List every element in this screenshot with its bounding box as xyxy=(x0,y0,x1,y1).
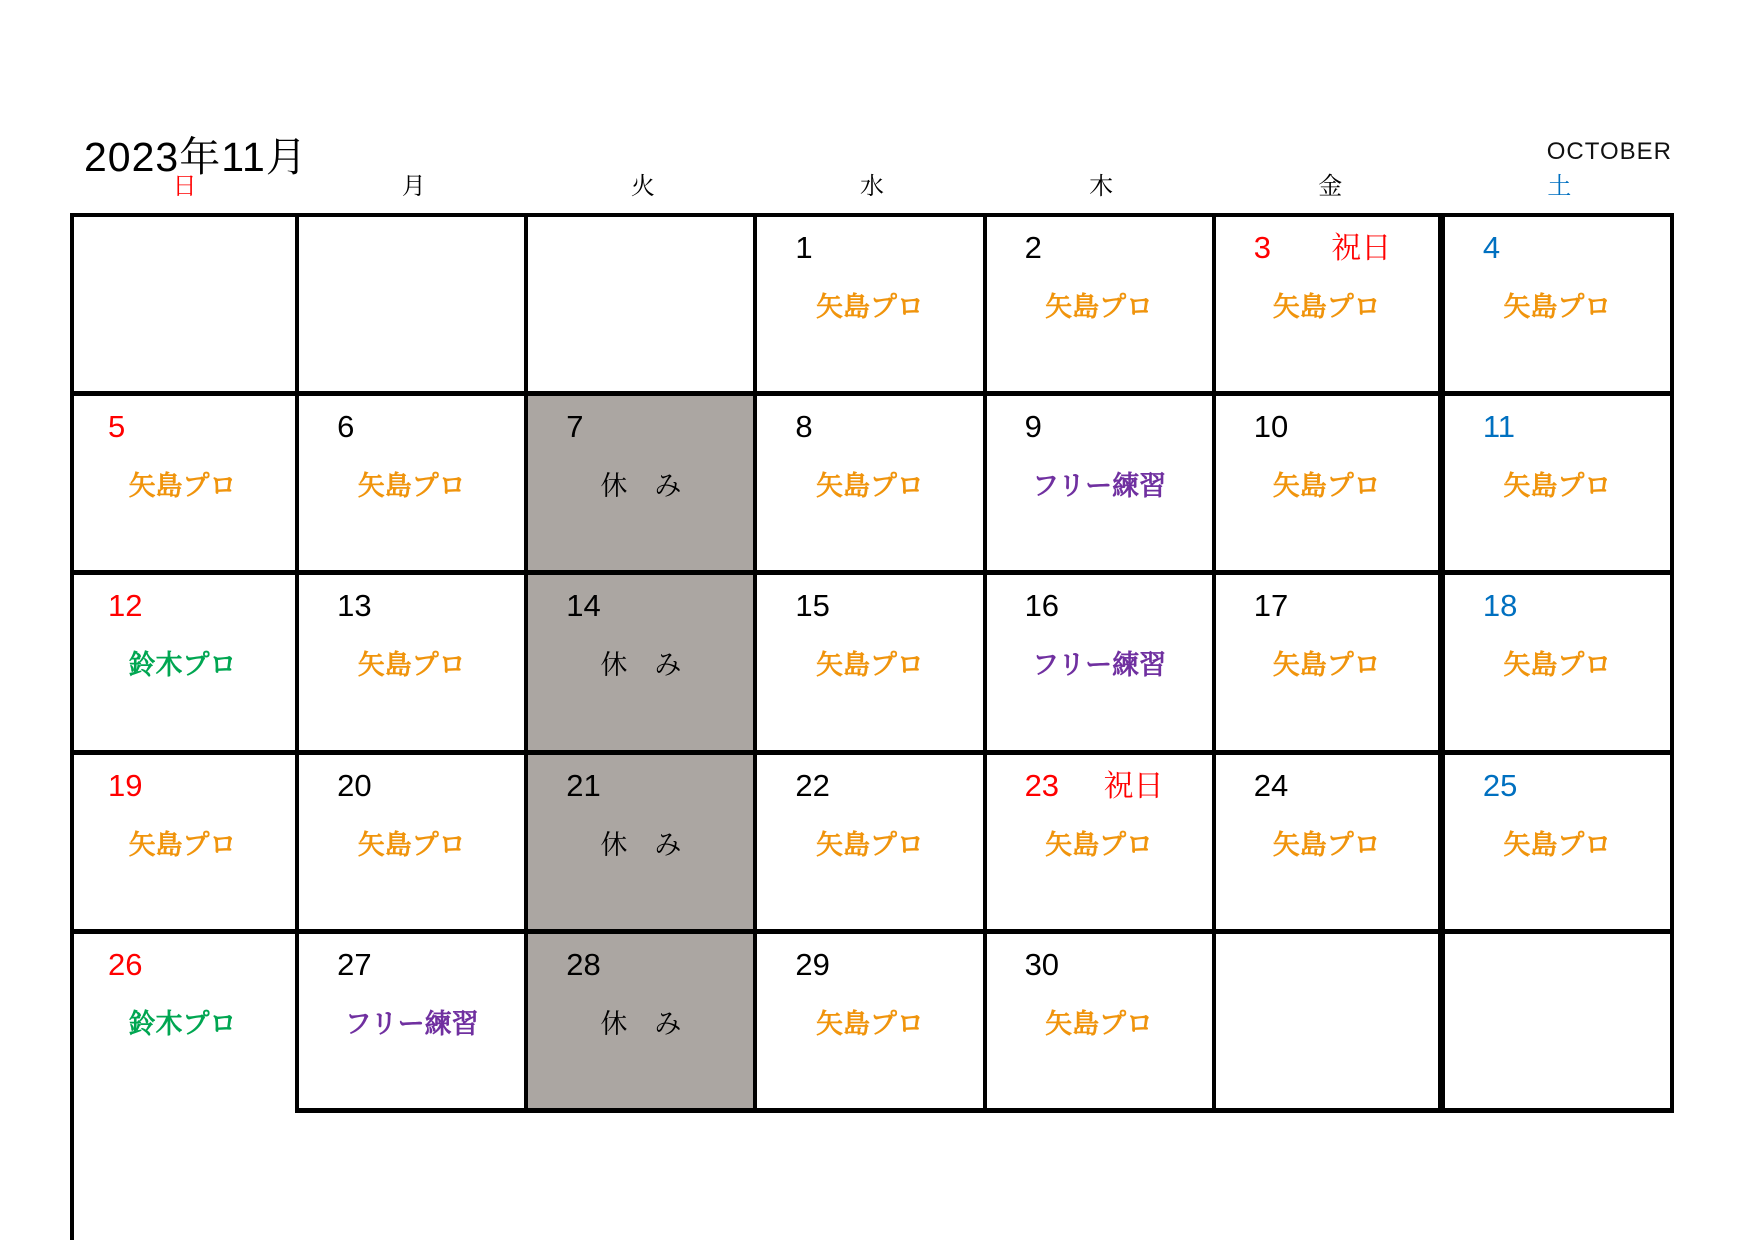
month-subtitle: OCTOBER xyxy=(1546,138,1672,165)
calendar-cell xyxy=(757,396,986,575)
calendar-cell xyxy=(757,934,986,1113)
date-number: 25 xyxy=(1482,767,1518,803)
calendar-cell xyxy=(70,575,299,754)
holiday-label: 祝日 xyxy=(1103,769,1164,803)
calendar-cell xyxy=(987,217,1216,396)
calendar-cell xyxy=(1445,575,1674,754)
date-number: 30 xyxy=(1024,946,1060,982)
date-number: 23 xyxy=(1024,767,1060,803)
holiday-label: 祝日 xyxy=(1331,232,1392,265)
calendar-cell xyxy=(528,934,757,1113)
event-label: 矢島プロ xyxy=(815,1008,924,1039)
date-number: 14 xyxy=(566,588,601,624)
calendar-cell xyxy=(1445,934,1674,1113)
event-label: 矢島プロ xyxy=(1503,650,1612,681)
date-number: 15 xyxy=(795,588,830,624)
event-label: 矢島プロ xyxy=(1045,1008,1154,1039)
calendar-cell xyxy=(1445,217,1674,396)
date-number: 19 xyxy=(108,767,143,803)
calendar-cell xyxy=(299,217,528,396)
weekday-label-3: 水 xyxy=(859,173,884,200)
event-label: 鈴木プロ xyxy=(128,650,237,681)
event-label: 矢島プロ xyxy=(1272,471,1381,502)
calendar-title: 2023年11月 xyxy=(84,134,308,180)
event-label: 矢島プロ xyxy=(128,829,237,860)
date-number: 27 xyxy=(337,946,372,982)
date-number: 3 xyxy=(1253,230,1271,265)
event-label: フリー練習 xyxy=(344,1008,479,1039)
calendar-cell xyxy=(528,575,757,754)
calendar-cell xyxy=(528,396,757,575)
event-label: 矢島プロ xyxy=(1272,650,1381,681)
calendar-cell xyxy=(70,217,299,396)
calendar-cell xyxy=(528,217,757,396)
weekday-label-2: 火 xyxy=(630,173,655,200)
calendar-cell xyxy=(1216,934,1445,1113)
calendar-cell xyxy=(1216,217,1445,396)
calendar-cell xyxy=(1216,575,1445,754)
event-label: 矢島プロ xyxy=(1503,292,1612,322)
date-number: 29 xyxy=(795,946,830,982)
event-label: 矢島プロ xyxy=(1045,829,1154,860)
event-label: 矢島プロ xyxy=(357,650,466,681)
event-label: フリー練習 xyxy=(1032,471,1167,502)
calendar-cell xyxy=(757,755,986,934)
calendar-cell xyxy=(528,755,757,934)
closed-day-label: 休 み xyxy=(600,829,682,860)
event-label: 矢島プロ xyxy=(357,471,466,502)
table-left-border-line xyxy=(70,213,74,1240)
weekday-header-row xyxy=(70,166,1674,208)
date-number: 12 xyxy=(108,588,143,624)
event-label: 矢島プロ xyxy=(1272,829,1381,860)
date-number: 22 xyxy=(795,767,830,803)
calendar-cell xyxy=(299,575,528,754)
calendar-cell xyxy=(1445,755,1674,934)
date-number: 7 xyxy=(566,409,584,445)
calendar-cell xyxy=(1216,755,1445,934)
date-number: 13 xyxy=(337,588,372,624)
date-number: 20 xyxy=(337,767,372,803)
date-number: 11 xyxy=(1482,409,1516,445)
weekday-label-0: 日 xyxy=(172,173,197,200)
calendar-cell xyxy=(299,934,528,1113)
event-label: 矢島プロ xyxy=(815,650,924,681)
event-label: 矢島プロ xyxy=(1503,829,1612,860)
event-label: 矢島プロ xyxy=(1045,292,1154,322)
weekday-label-1: 月 xyxy=(401,173,426,200)
date-number: 26 xyxy=(108,946,143,982)
calendar-cell xyxy=(987,396,1216,575)
calendar-cell xyxy=(987,755,1216,934)
calendar-cell xyxy=(1445,396,1674,575)
weekday-label-4: 木 xyxy=(1089,173,1114,200)
date-number: 5 xyxy=(108,409,126,445)
event-label: 矢島プロ xyxy=(815,292,924,322)
calendar-cell xyxy=(757,217,986,396)
date-number: 28 xyxy=(566,946,601,982)
date-number: 9 xyxy=(1024,409,1042,445)
event-label: 矢島プロ xyxy=(1503,471,1612,502)
calendar-cell xyxy=(757,575,986,754)
event-label: 矢島プロ xyxy=(815,471,924,502)
date-number: 24 xyxy=(1253,767,1289,803)
date-number: 8 xyxy=(795,409,813,445)
closed-day-label: 休 み xyxy=(600,471,682,502)
date-number: 2 xyxy=(1024,230,1042,265)
event-label: フリー練習 xyxy=(1032,650,1167,681)
event-label: 矢島プロ xyxy=(1272,292,1381,322)
calendar-cell xyxy=(299,755,528,934)
weekday-label-5: 金 xyxy=(1318,173,1343,200)
date-number: 16 xyxy=(1024,588,1060,624)
closed-day-label: 休 み xyxy=(600,1008,682,1039)
calendar-cell xyxy=(987,934,1216,1113)
date-number: 6 xyxy=(337,409,355,445)
calendar-cell xyxy=(299,396,528,575)
date-number: 4 xyxy=(1482,230,1501,265)
calendar-cell xyxy=(70,934,299,1113)
event-label: 矢島プロ xyxy=(815,829,924,860)
calendar-cell xyxy=(987,575,1216,754)
calendar-cell xyxy=(70,396,299,575)
date-number: 18 xyxy=(1482,588,1518,624)
date-number: 10 xyxy=(1253,409,1289,445)
date-number: 17 xyxy=(1253,588,1289,624)
calendar-cell xyxy=(1216,396,1445,575)
event-label: 矢島プロ xyxy=(357,829,466,860)
date-number: 1 xyxy=(795,230,813,265)
calendar-cell xyxy=(70,755,299,934)
event-label: 矢島プロ xyxy=(128,471,237,502)
date-number: 21 xyxy=(566,767,601,803)
weekday-label-6: 土 xyxy=(1547,173,1572,200)
calendar-grid xyxy=(70,213,1674,1113)
event-label: 鈴木プロ xyxy=(128,1008,237,1039)
closed-day-label: 休 み xyxy=(600,650,682,681)
